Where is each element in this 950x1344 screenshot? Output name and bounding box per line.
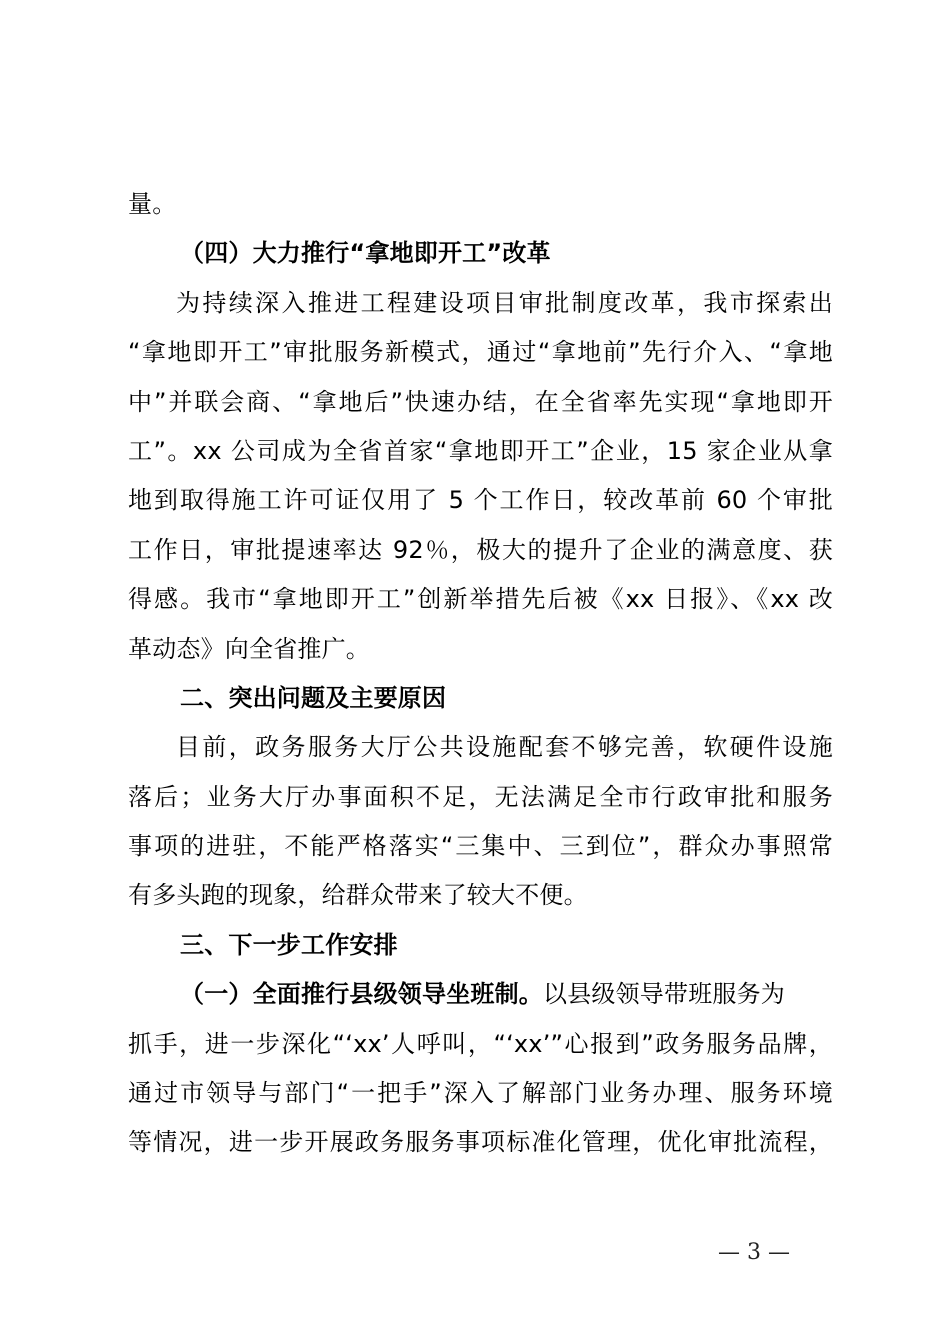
paragraph-line: 等情况，进一步开展政务服务事项标准化管理，优化审批流程，: [128, 1128, 833, 1157]
section-heading: 三、下一步工作安排: [180, 930, 398, 959]
paragraph-line: 中”并联会商、“拿地后”快速办结，在全省率先实现“拿地即开: [128, 387, 833, 416]
paragraph-line: 地到取得施工许可证仅用了 5 个工作日，较改革前 60 个审批: [128, 486, 833, 515]
paragraph-line: 目前，政务服务大厅公共设施配套不够完善，软硬件设施: [176, 733, 833, 762]
paragraph-line-mixed: [128, 970, 833, 1019]
paragraph-line: 工”。xx 公司成为全省首家“拿地即开工”企业，15 家企业从拿: [128, 436, 833, 465]
section-heading: （四）大力推行“拿地即开工”改革: [180, 239, 551, 268]
page-number: — 3 —: [718, 1240, 790, 1265]
section-heading: 二、突出问题及主要原因: [180, 683, 447, 712]
paragraph-line: 通过市领导与部门“一把手”深入了解部门业务办理、服务环境: [128, 1079, 833, 1108]
inline-heading: （一）全面推行县级领导坐班制。: [180, 980, 543, 1009]
inline-text: 以县级领导带班服务为: [543, 980, 785, 1009]
paragraph-line: 得感。我市“拿地即开工”创新举措先后被《xx 日报》、《xx 改: [128, 585, 833, 614]
document-body: [128, 180, 833, 1168]
paragraph-line: 为持续深入推进工程建设项目审批制度改革，我市探索出: [176, 288, 833, 317]
paragraph-line: 事项的进驻，不能严格落实“三集中、三到位”，群众办事照常: [128, 832, 833, 861]
paragraph-line: 量。: [128, 190, 177, 218]
paragraph-line: 抓手，进一步深化“‘xx’人呼叫，“‘xx’”心报到”政务服务品牌，: [128, 1029, 833, 1058]
paragraph-line: 有多头跑的现象，给群众带来了较大不便。: [128, 881, 588, 910]
paragraph-line: 落后；业务大厅办事面积不足，无法满足全市行政审批和服务: [128, 782, 833, 811]
paragraph-line: 革动态》向全省推广。: [128, 634, 370, 663]
paragraph-line: 工作日，审批提速率达 92％，极大的提升了企业的满意度、获: [128, 535, 833, 564]
paragraph-line: “拿地即开工”审批服务新模式，通过“拿地前”先行介入、“拿地: [128, 338, 833, 367]
